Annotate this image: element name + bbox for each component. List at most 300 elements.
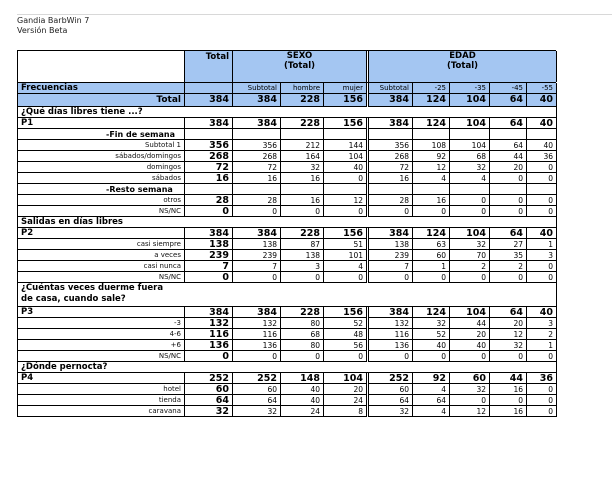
value-cell: 20 [490,318,527,329]
value-cell: 0 [490,351,527,362]
frecuencias-label: Frecuencias [18,83,185,94]
value-cell: 124 [413,307,450,318]
gap [367,329,369,340]
value-cell: 28 [233,195,281,206]
table-row [17,373,556,384]
edad-title: EDAD [449,51,476,61]
value-cell: 0 [413,272,450,283]
category-label: -3 [18,318,185,329]
header-edad [369,51,557,82]
value-cell: 87 [281,239,324,250]
table-row [17,340,556,351]
empty-cell [413,129,450,140]
value-cell: 124 [413,228,450,239]
value-cell: 44 [490,373,527,384]
value-cell: 32 [450,384,490,395]
value-cell: 4 [413,173,450,184]
value-cell: 0 [527,206,557,217]
gap [367,340,369,351]
value-cell: 40 [281,395,324,406]
value-cell: 52 [413,329,450,340]
value-cell: 32 [281,162,324,173]
value-cell: 40 [281,384,324,395]
gap [367,373,369,384]
value-cell: 384 [185,307,233,318]
value-cell: 252 [185,373,233,384]
value-cell: 116 [369,329,413,340]
category-label: NS/NC [18,272,185,283]
category-label: domingos [18,162,185,173]
gap [367,195,369,206]
value-cell: 0 [450,272,490,283]
category-label: casi nunca [18,261,185,272]
value-cell: 0 [490,272,527,283]
gap [367,151,369,162]
value-cell: 136 [369,340,413,351]
value-cell: 0 [450,351,490,362]
value-cell: 0 [527,395,557,406]
value-cell: 384 [233,118,281,129]
value-cell: 72 [233,162,281,173]
value-cell: 0 [527,272,557,283]
value-cell: 132 [369,318,413,329]
category-label: a veces [18,250,185,261]
value-cell: 116 [233,329,281,340]
group-label: -Resto semana [18,184,185,195]
value-cell: 7 [185,261,233,272]
value-cell: 356 [185,140,233,151]
subheader-row [17,82,556,94]
subcol-header: -35 [450,83,490,94]
value-cell: 32 [450,162,490,173]
total-value: 384 [233,94,281,107]
value-cell: 0 [527,162,557,173]
value-cell: 40 [527,228,557,239]
group-label: -Fin de semana [18,129,185,140]
subcol-header: hombre [281,83,324,94]
value-cell: 228 [281,307,324,318]
value-cell: 0 [527,261,557,272]
value-cell: 148 [281,373,324,384]
total-row [17,94,556,107]
value-cell: 72 [185,162,233,173]
value-cell: 0 [185,351,233,362]
value-cell: 104 [324,151,367,162]
empty-cell [450,129,490,140]
category-label: casi siempre [18,239,185,250]
value-cell: 64 [369,395,413,406]
value-cell: 104 [450,118,490,129]
value-cell: 239 [233,250,281,261]
value-cell: 44 [490,151,527,162]
value-cell: 40 [413,340,450,351]
edad-subtitle: (Total) [447,61,478,71]
empty-cell [185,184,233,195]
gap [367,162,369,173]
value-cell: 268 [233,151,281,162]
value-cell: 12 [413,162,450,173]
value-cell: 60 [450,373,490,384]
total-value: 228 [281,94,324,107]
gap [367,140,369,151]
gap [367,384,369,395]
app-version: Versión Beta [17,26,68,35]
subcol-header: Subtotal [369,83,413,94]
value-cell: 384 [185,228,233,239]
value-cell: 0 [369,206,413,217]
value-cell: 0 [324,351,367,362]
top-divider [17,14,612,15]
value-cell: 104 [450,307,490,318]
value-cell: 0 [413,206,450,217]
category-label: sábados/domingos [18,151,185,162]
value-cell: 212 [281,140,324,151]
value-cell: 40 [527,118,557,129]
value-cell: 16 [369,173,413,184]
total-value: 384 [369,94,413,107]
value-cell: 384 [233,307,281,318]
table-row [17,195,556,206]
value-cell: 0 [185,206,233,217]
sexo-subtitle: (Total) [284,61,315,71]
value-cell: 64 [490,140,527,151]
total-value: 40 [527,94,557,107]
section-title [18,362,557,373]
app-name: Gandia BarbWin 7 [17,16,90,25]
value-cell: 63 [413,239,450,250]
value-cell: 0 [527,195,557,206]
value-cell: 16 [490,406,527,417]
value-cell: 0 [490,206,527,217]
value-cell: 136 [233,340,281,351]
category-label: +6 [18,340,185,351]
gap [367,184,369,195]
value-cell: 384 [233,228,281,239]
table-row [17,173,556,184]
value-cell: 20 [324,384,367,395]
category-label: NS/NC [18,351,185,362]
gap [367,94,369,107]
category-label: caravana [18,406,185,417]
gap [367,173,369,184]
table-row [17,118,556,129]
empty-cell [490,129,527,140]
value-cell: 51 [324,239,367,250]
value-cell: 0 [324,206,367,217]
gap [367,351,369,362]
section-title-text: ¿Cuéntas veces duerme fuera [21,283,164,293]
section-title [18,217,557,228]
category-label: Subtotal 1 [18,140,185,151]
category-label: hotel [18,384,185,395]
gap [367,318,369,329]
value-cell: 28 [369,195,413,206]
value-cell: 124 [413,118,450,129]
value-cell: 40 [527,140,557,151]
value-cell: 64 [490,118,527,129]
value-cell: 252 [233,373,281,384]
table-row [17,239,556,250]
value-cell: 70 [450,250,490,261]
value-cell: 40 [324,162,367,173]
value-cell: 0 [490,195,527,206]
value-cell: 132 [233,318,281,329]
empty-cell [324,184,367,195]
value-cell: 384 [369,228,413,239]
value-cell: 0 [369,272,413,283]
table-row [17,406,556,417]
value-cell: 104 [324,373,367,384]
value-cell: 32 [450,239,490,250]
value-cell: 239 [185,250,233,261]
category-label: otros [18,195,185,206]
table-row [17,395,556,406]
empty-cell [490,184,527,195]
variable-label: P3 [18,307,185,318]
gap [367,129,369,140]
header-total: Total [185,51,233,82]
value-cell: 16 [490,384,527,395]
table-row [17,362,556,373]
value-cell: 138 [233,239,281,250]
value-cell: 0 [369,351,413,362]
value-cell: 1 [413,261,450,272]
table-row [17,162,556,173]
gap [367,228,369,239]
section-title-text-2: de casa, cuando sale? [21,294,126,304]
value-cell: 3 [281,261,324,272]
app-header [17,16,89,36]
value-cell: 16 [185,173,233,184]
value-cell: 7 [233,261,281,272]
value-cell: 60 [413,250,450,261]
value-cell: 52 [324,318,367,329]
gap [367,118,369,129]
value-cell: 156 [324,118,367,129]
value-cell: 68 [281,329,324,340]
empty-cell [413,184,450,195]
sexo-title: SEXO [286,51,313,61]
table-row [17,129,556,140]
value-cell: 27 [490,239,527,250]
subcol-header: Subtotal [233,83,281,94]
value-cell: 228 [281,118,324,129]
table-row [17,272,556,283]
value-cell: 1 [527,239,557,250]
value-cell: 268 [369,151,413,162]
value-cell: 60 [233,384,281,395]
empty-cell [185,129,233,140]
value-cell: 101 [324,250,367,261]
value-cell: 32 [413,318,450,329]
header-sexo [233,51,367,82]
value-cell: 7 [369,261,413,272]
value-cell: 32 [490,340,527,351]
value-cell: 0 [450,206,490,217]
category-label: 4-6 [18,329,185,340]
value-cell: 48 [324,329,367,340]
empty-cell [527,129,557,140]
value-cell: 80 [281,340,324,351]
value-cell: 92 [413,373,450,384]
gap [367,395,369,406]
value-cell: 138 [281,250,324,261]
value-cell: 32 [369,406,413,417]
table-row [17,140,556,151]
value-cell: 0 [324,272,367,283]
table-row [17,206,556,217]
header-label-area [18,51,185,82]
table-row [17,250,556,261]
gap [367,261,369,272]
value-cell: 24 [324,395,367,406]
subheader-total-blank [185,83,233,94]
value-cell: 164 [281,151,324,162]
section-title-text: Salidas en días libres [21,217,123,227]
total-value: 384 [185,94,233,107]
value-cell: 144 [324,140,367,151]
value-cell: 156 [324,228,367,239]
value-cell: 36 [527,373,557,384]
empty-cell [281,129,324,140]
value-cell: 228 [281,228,324,239]
value-cell: 4 [413,384,450,395]
value-cell: 36 [527,151,557,162]
value-cell: 80 [281,318,324,329]
subcol-header: -25 [413,83,450,94]
value-cell: 64 [233,395,281,406]
value-cell: 356 [233,140,281,151]
table-row [17,261,556,272]
value-cell: 1 [527,340,557,351]
table-row [17,184,556,195]
value-cell: 2 [490,261,527,272]
value-cell: 12 [490,329,527,340]
value-cell: 12 [324,195,367,206]
value-cell: 16 [233,173,281,184]
value-cell: 138 [185,239,233,250]
value-cell: 0 [490,395,527,406]
total-value: 104 [450,94,490,107]
value-cell: 40 [450,340,490,351]
variable-label: P2 [18,228,185,239]
value-cell: 0 [527,384,557,395]
variable-label: P4 [18,373,185,384]
value-cell: 4 [450,173,490,184]
value-cell: 68 [450,151,490,162]
table-header [17,50,556,82]
value-cell: 64 [490,228,527,239]
value-cell: 356 [369,140,413,151]
empty-cell [450,184,490,195]
value-cell: 56 [324,340,367,351]
section-title [18,283,557,307]
table-row [17,228,556,239]
value-cell: 108 [413,140,450,151]
value-cell: 0 [527,406,557,417]
value-cell: 0 [281,206,324,217]
section-title [18,107,557,118]
value-cell: 0 [233,351,281,362]
value-cell: 132 [185,318,233,329]
value-cell: 0 [324,173,367,184]
gap [367,206,369,217]
variable-label: P1 [18,118,185,129]
gap [367,83,369,94]
value-cell: 32 [233,406,281,417]
value-cell: 32 [185,406,233,417]
value-cell: 0 [233,272,281,283]
value-cell: 35 [490,250,527,261]
table-row [17,384,556,395]
value-cell: 4 [413,406,450,417]
value-cell: 116 [185,329,233,340]
value-cell: 2 [527,329,557,340]
empty-cell [233,184,281,195]
gap [367,307,369,318]
value-cell: 72 [369,162,413,173]
total-value: 124 [413,94,450,107]
category-label: tienda [18,395,185,406]
value-cell: 138 [369,239,413,250]
value-cell: 24 [281,406,324,417]
value-cell: 20 [490,162,527,173]
table-row [17,107,556,118]
value-cell: 0 [281,351,324,362]
table-row [17,318,556,329]
table-row [17,307,556,318]
empty-cell [324,129,367,140]
subcol-header: -55 [527,83,557,94]
value-cell: 384 [369,307,413,318]
value-cell: 0 [450,195,490,206]
value-cell: 384 [185,118,233,129]
value-cell: 0 [527,173,557,184]
value-cell: 16 [413,195,450,206]
value-cell: 252 [369,373,413,384]
section-title-text: ¿Qué días libres tiene ...? [21,107,143,117]
subcol-header: -45 [490,83,527,94]
value-cell: 64 [185,395,233,406]
empty-cell [233,129,281,140]
gap [367,239,369,250]
table-row [17,217,556,228]
value-cell: 156 [324,307,367,318]
table-row [17,151,556,162]
value-cell: 0 [490,173,527,184]
category-label: NS/NC [18,206,185,217]
value-cell: 4 [324,261,367,272]
value-cell: 16 [281,173,324,184]
value-cell: 239 [369,250,413,261]
total-value: 156 [324,94,367,107]
empty-cell [369,129,413,140]
value-cell: 0 [233,206,281,217]
value-cell: 0 [281,272,324,283]
value-cell: 8 [324,406,367,417]
value-cell: 64 [490,307,527,318]
value-cell: 104 [450,228,490,239]
value-cell: 28 [185,195,233,206]
value-cell: 3 [527,250,557,261]
value-cell: 0 [450,395,490,406]
table-row [17,351,556,362]
value-cell: 40 [527,307,557,318]
empty-cell [369,184,413,195]
value-cell: 0 [413,351,450,362]
value-cell: 64 [413,395,450,406]
empty-cell [281,184,324,195]
